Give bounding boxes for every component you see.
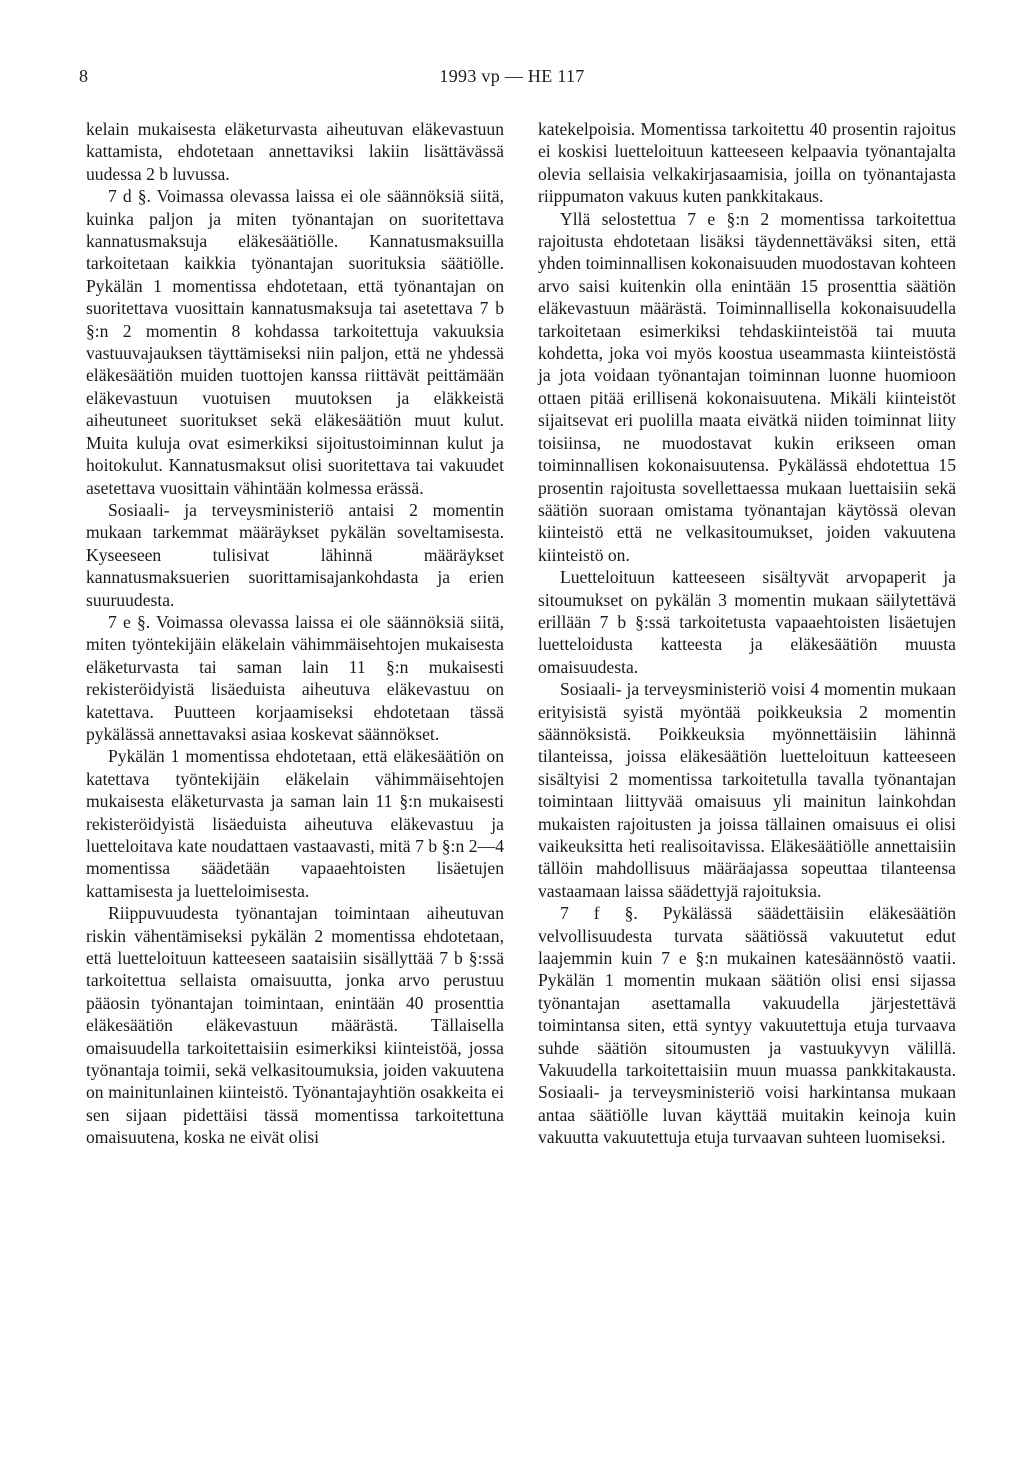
paragraph: 7 e §. Voimassa olevassa laissa ei ole säännöksiä siitä, miten työntekijäin eläkelain vähimmäisehtojen mukaisesta eläketurvasta tai saman lain 11 §:n mukaisesti rekisteröidyistä lisäeduista aiheutuva eläkevastuu on katettava. Puutteen korjaamiseksi ehdotetaan tässä pykälässä annettavaksi asiaa koskevat säännökset. xyxy=(86,611,504,744)
right-column xyxy=(538,118,956,1149)
paragraph: kelain mukaisesta eläketurvasta aiheutuvan eläkevastuun kattamista, ehdotetaan annettaviksi lakiin lisättävässä uudessa 2 b luvussa. xyxy=(86,119,504,184)
paragraph: Yllä selostettua 7 e §:n 2 momentissa tarkoitettua rajoitusta ehdotetaan lisäksi täydennettäväksi siten, että yhden toiminnallisen kokonaisuuden muodostavan kohteen arvo saisi kuitenkin olla enintään 15 prosenttia säätiön eläkevastuun määrästä. Toiminnallisella kokonaisuudella tarkoitetaan esimerkiksi tehdaskiinteistöä tai muuta kohdetta, joka voi myös koostua useammasta kiinteistöstä ja jota voidaan työnantajan toiminnan luonne huomioon ottaen pitää erillisenä kokonaisuutena. Mikäli kiinteistöt sijaitsevat eri puolilla maata eivätkä niiden toiminnat liity toisiinsa, ne muodostavat kukin erikseen oman toiminnallisen kokonaisuutensa. Pykälässä ehdotettua 15 prosentin rajoitusta sovellettaessa mukaan luettaisiin sekä säätiön suoraan omistama työnantajan käytössä olevan kiinteistö että ne velkasitoumukset, joiden vakuutena kiinteistö on. xyxy=(538,208,956,565)
page-number: 8 xyxy=(79,66,88,86)
paragraph: Riippuvuudesta työnantajan toimintaan aiheutuvan riskin vähentämiseksi pykälän 2 momentissa ehdotetaan, että luetteloituun katteeseen saataisiin sisällyttää 7 b §:ssä tarkoitettua sellaista omaisuutta, jonka arvo perustuu pääosin työnantajan toimintaan, enintään 40 prosenttia eläkesäätiön eläkevastuun määrästä. Tällaisella omaisuudella tarkoitettaisiin esimerkiksi kiinteistöä, jossa työnantaja toimii, sekä velkasitoumuksia, joiden vakuutena on mainitunlainen kiinteistö. Työnantajayhtiön osakkeita ei sen sijaan pidettäisi tässä momentissa tarkoitettuna omaisuutena, koska ne eivät olisi xyxy=(86,903,504,1148)
left-column xyxy=(86,118,504,1149)
paragraph: Sosiaali- ja terveysministeriö voisi 4 momentin mukaan erityisistä syistä myöntää poikkeuksia 2 momentin säännöksistä. Poikkeuksia myönnettäisiin lähinnä tilanteissa, joissa eläkesäätiön luetteloituun katteeseen sisältyisi 2 momentissa tarkoitetulla tavalla työnantajan toimintaan liittyvää omaisuus yli mainitun lainkohdan mukaisten rajoitusten ja joissa tällainen omaisuus ei olisi vaikeuksitta heti realisoitavissa. Eläkesäätiölle annettaisiin tällöin mahdollisuus määräajassa sopeuttaa tilanteensa vastaamaan laissa säädettyjä rajoituksia. xyxy=(538,679,956,901)
running-header: 1993 vp — HE 117 xyxy=(439,66,585,86)
paragraph: katekelpoisia. Momentissa tarkoitettu 40 prosentin rajoitus ei koskisi luetteloituun katteeseen kelpaavia työnantajalta olevia sellaisia velkakirjasaamisia, joilla on työnantajasta riippumaton vakuus kuten pankkitakaus. xyxy=(538,119,956,207)
paragraph: 7 f §. Pykälässä säädettäisiin eläkesäätiön velvollisuudesta turvata säätiössä vakuutetut edut laajemmin kuin 7 e §:n mukainen katesäännöstö vaatii. Pykälän 1 momentin mukaan säätiön olisi ensi sijassa työnantajan asettamalla vakuudella järjestettävä toimintansa siten, että syntyy vakuutettuja etuja turvaava suhde säätiön sitoumusten ja vastuukyvyn välillä. Vakuudella tarkoitettaisiin muun muassa pankkitakausta. Sosiaali- ja terveysministeriö voisi harkintansa mukaan antaa säätiölle luvan käyttää muitakin keinoja kuin vakuutta vakuutettuja etuja turvaavan suhteen luomiseksi. xyxy=(538,903,956,1148)
paragraph: Pykälän 1 momentissa ehdotetaan, että eläkesäätiön on katettava työntekijäin eläkelain vähimmäisehtojen mukaisesta eläketurvasta ja saman lain 11 §:n mukaisesti rekisteröidyistä lisäeduista aiheutuva eläkevastuu ja luetteloitava kate noudattaen vastaavasti, mitä 7 b §:n 2—4 momentissa säädetään vapaaehtoisten lisäetujen kattamisesta ja luetteloimisesta. xyxy=(86,746,504,901)
paragraph: 7 d §. Voimassa olevassa laissa ei ole säännöksiä siitä, kuinka paljon ja miten työnantajan on suoritettava kannatusmaksuja eläkesäätiölle. Kannatusmaksuilla tarkoitetaan kaikkia työnantajan suorituksia säätiölle. Pykälän 1 momentissa ehdotetaan, että työnantajan on suoritettava vuosittain kannatusmaksuja tai asetettava 7 b §:n 2 momentin 8 kohdassa tarkoitettuja vakuuksia vastuuvajauksen täyttämiseksi niin paljon, että ne yhdessä eläkesäätiön muiden tuottojen kanssa riittävät peittämään eläkevastuun vuotuisen muutoksen ja eläkkeistä aiheutuneet suoritukset sekä eläkesäätiön muut kulut. Muita kuluja ovat esimerkiksi sijoitustoiminnan kulut ja hoitokulut. Kannatusmaksut olisi suoritettava tai vakuudet asetettava vuosittain vähintään kolmessa erässä. xyxy=(86,186,504,498)
paragraph: Luetteloituun katteeseen sisältyvät arvopaperit ja sitoumukset on pykälän 3 momentin mukaan säilytettävä erillään 7 b §:ssä tarkoitetusta vapaaehtoisten lisäetujen luetteloidusta katteesta ja eläkesäätiön muusta omaisuudesta. xyxy=(538,567,956,677)
paragraph: Sosiaali- ja terveysministeriö antaisi 2 momentin mukaan tarkemmat määräykset pykälän soveltamisesta. Kyseeseen tulisivat lähinnä määräykset kannatusmaksuerien suorittamisajankohdasta ja erien suuruudesta. xyxy=(86,499,504,610)
